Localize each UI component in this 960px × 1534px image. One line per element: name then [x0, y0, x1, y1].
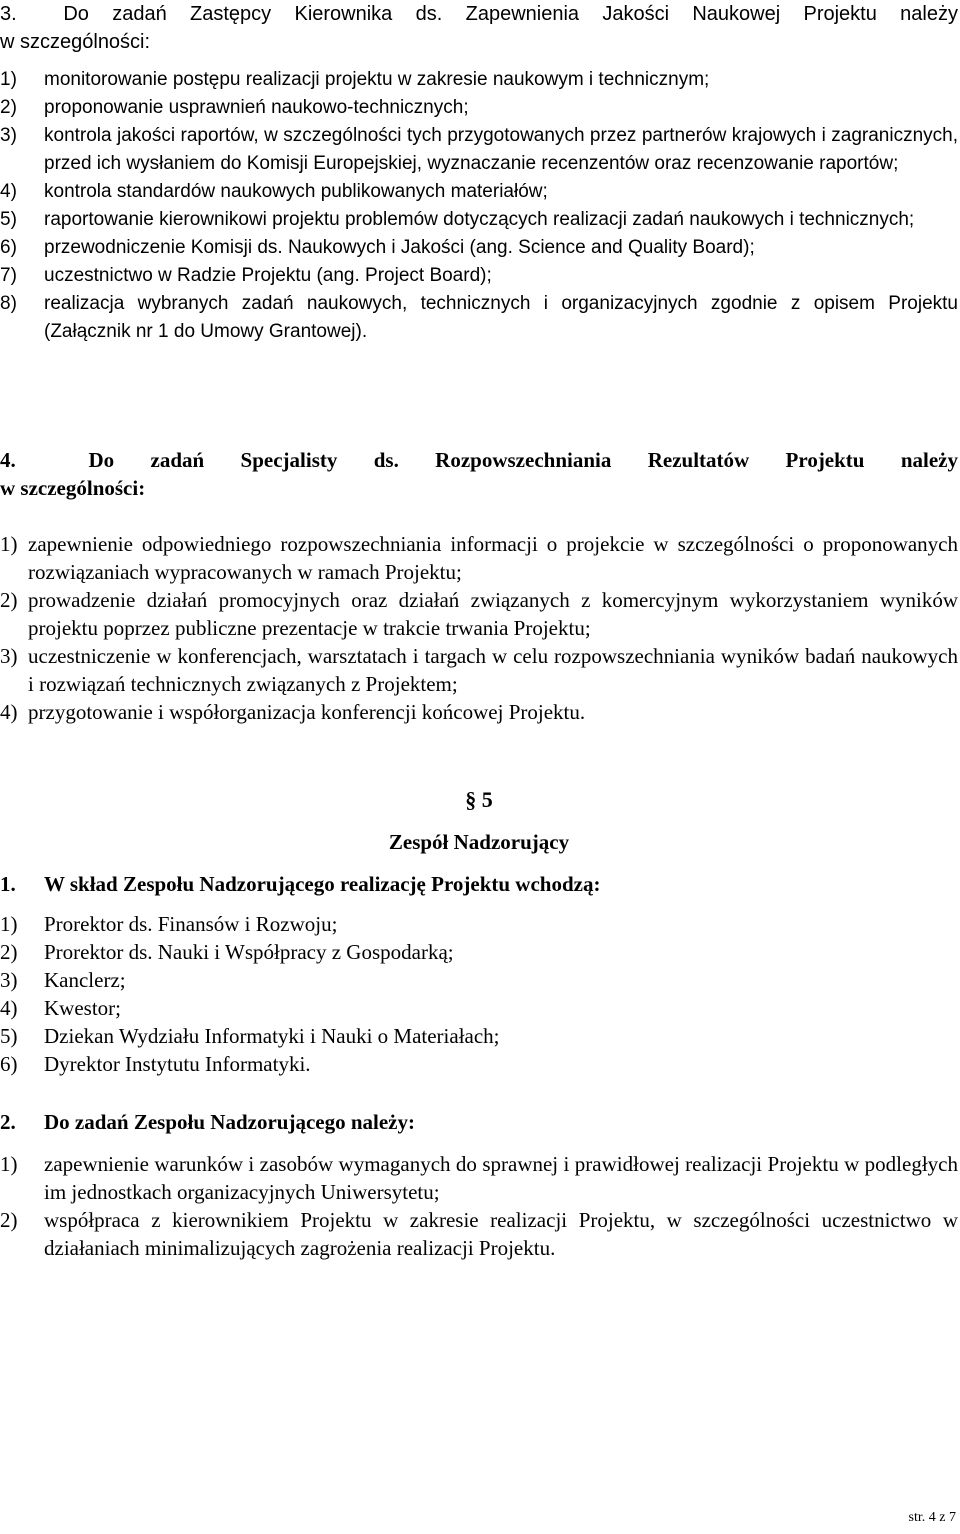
list-item: [0, 178, 958, 206]
list-item-text: proponowanie usprawnień naukowo-technicznych;: [44, 97, 469, 118]
list-marker: 5): [0, 1024, 18, 1048]
p5-section-2-heading: [0, 1108, 958, 1136]
list-marker: 1): [0, 532, 18, 556]
list-item-text: uczestniczenie w konferencjach, warsztatach i targach w celu rozpowszechniania wyników badań naukowych i rozwiązań technicznych związanych z Projektem;: [28, 644, 958, 696]
section-3-list: [0, 66, 958, 346]
list-item: [0, 122, 958, 178]
list-marker: 1): [0, 912, 18, 936]
section-3-title-line1: Do zadań Zastępcy Kierownika ds. Zapewnienia Jakości Naukowej Projektu należy: [63, 3, 958, 25]
list-marker: 3): [0, 125, 17, 146]
p5-section-1-title: W skład Zespołu Nadzorującego realizację Projektu wchodzą:: [44, 872, 601, 896]
list-item: [0, 586, 958, 642]
list-marker: 1): [0, 69, 17, 90]
list-item-text: Prorektor ds. Finansów i Rozwoju;: [44, 912, 338, 936]
list-item-text: raportowanie kierownikowi projektu problemów dotyczących realizacji zadań naukowych i technicznych;: [44, 209, 915, 230]
list-item: [0, 66, 958, 94]
list-item: [0, 1022, 958, 1050]
list-item-text: Kanclerz;: [44, 968, 126, 992]
section-4-heading: [0, 446, 958, 502]
paragraph-symbol: § 5: [465, 787, 493, 812]
list-marker: 4): [0, 996, 18, 1020]
list-item: [0, 94, 958, 122]
list-item-text: przygotowanie i współorganizacja konferencji końcowej Projektu.: [28, 700, 586, 724]
list-item: [0, 994, 958, 1022]
list-item: [0, 938, 958, 966]
list-item-text: Dziekan Wydziału Informatyki i Nauki o Materiałach;: [44, 1024, 500, 1048]
list-item-text: współpraca z kierownikiem Projektu w zakresie realizacji Projektu, w szczególności uczestnictwo w działaniach minimalizujących zagrożenia realizacji Projektu.: [44, 1208, 958, 1260]
list-item: [0, 262, 958, 290]
list-marker: 6): [0, 1052, 18, 1076]
list-item: [0, 1206, 958, 1262]
list-marker: 2): [0, 97, 17, 118]
section-4-title-line1: Do zadań Specjalisty ds. Rozpowszechniania Rezultatów Projektu należy: [88, 448, 958, 472]
list-item-text: Dyrektor Instytutu Informatyki.: [44, 1052, 311, 1076]
list-item-text: prowadzenie działań promocyjnych oraz działań związanych z komercyjnym wykorzystaniem wyników projektu poprzez publiczne prezentacje w trakcie trwania Projektu;: [28, 588, 958, 640]
list-item-text: zapewnienie warunków i zasobów wymaganych do sprawnej i prawidłowej realizacji Projektu w podległych im jednostkach organizacyjnych Uniwersytetu;: [44, 1152, 958, 1204]
list-marker: 2): [0, 588, 18, 612]
list-marker: 2): [0, 940, 18, 964]
p5-section-1-list: [0, 910, 958, 1078]
list-item: [0, 206, 958, 234]
list-item: [0, 698, 958, 726]
list-item-text: monitorowanie postępu realizacji projektu w zakresie naukowym i technicznym;: [44, 69, 710, 90]
list-item-text: uczestnictwo w Radzie Projektu (ang. Project Board);: [44, 265, 492, 286]
list-item: [0, 642, 958, 698]
section-4-list: [0, 530, 958, 726]
list-item-text: kontrola jakości raportów, w szczególności tych przygotowanych przez partnerów krajowych i zagranicznych, przed ich wysłaniem do Komisji Europejskiej, wyznaczanie recenzentów oraz recenzowanie raportów;: [44, 125, 958, 174]
list-item: [0, 966, 958, 994]
list-item: [0, 530, 958, 586]
list-marker: 3): [0, 968, 18, 992]
list-item-text: Kwestor;: [44, 996, 121, 1020]
p5-section-1-heading: [0, 870, 958, 898]
list-marker: 7): [0, 265, 17, 286]
paragraph-title: Zespół Nadzorujący: [388, 830, 570, 854]
p5-section-2-number: 2.: [0, 1110, 16, 1134]
p5-section-2-list: [0, 1150, 958, 1262]
list-item-text: realizacja wybranych zadań naukowych, technicznych i organizacyjnych zgodnie z opisem Projektu (Załącznik nr 1 do Umowy Grantowej).: [44, 293, 958, 342]
list-marker: 4): [0, 181, 17, 202]
section-4-number: 4.: [0, 448, 16, 472]
list-item-text: przewodniczenie Komisji ds. Naukowych i Jakości (ang. Science and Quality Board);: [44, 237, 755, 258]
section-3-title-line2: w szczególności:: [0, 31, 151, 53]
section-4-title-line2: w szczególności:: [0, 476, 146, 500]
list-marker: 4): [0, 700, 18, 724]
list-marker: 8): [0, 293, 17, 314]
list-item: [0, 1150, 958, 1206]
p5-section-2-title: Do zadań Zespołu Nadzorującego należy:: [44, 1110, 415, 1134]
list-marker: 5): [0, 209, 17, 230]
list-item-text: Prorektor ds. Nauki i Współpracy z Gospodarką;: [44, 940, 454, 964]
list-marker: 3): [0, 644, 18, 668]
list-item: [0, 1050, 958, 1078]
list-marker: 1): [0, 1152, 18, 1176]
list-item: [0, 910, 958, 938]
list-item-text: zapewnienie odpowiedniego rozpowszechniania informacji o projekcie w szczególności o proponowanych rozwiązaniach wypracowanych w ramach Projektu;: [28, 532, 958, 584]
page-number: str. 4 z 7: [908, 1510, 956, 1525]
list-marker: 6): [0, 237, 17, 258]
section-3-number: 3.: [0, 3, 17, 25]
list-marker: 2): [0, 1208, 18, 1232]
list-item-text: kontrola standardów naukowych publikowanych materiałów;: [44, 181, 548, 202]
list-item: [0, 234, 958, 262]
list-item: [0, 290, 958, 346]
p5-section-1-number: 1.: [0, 872, 16, 896]
section-3-heading: [0, 0, 958, 56]
